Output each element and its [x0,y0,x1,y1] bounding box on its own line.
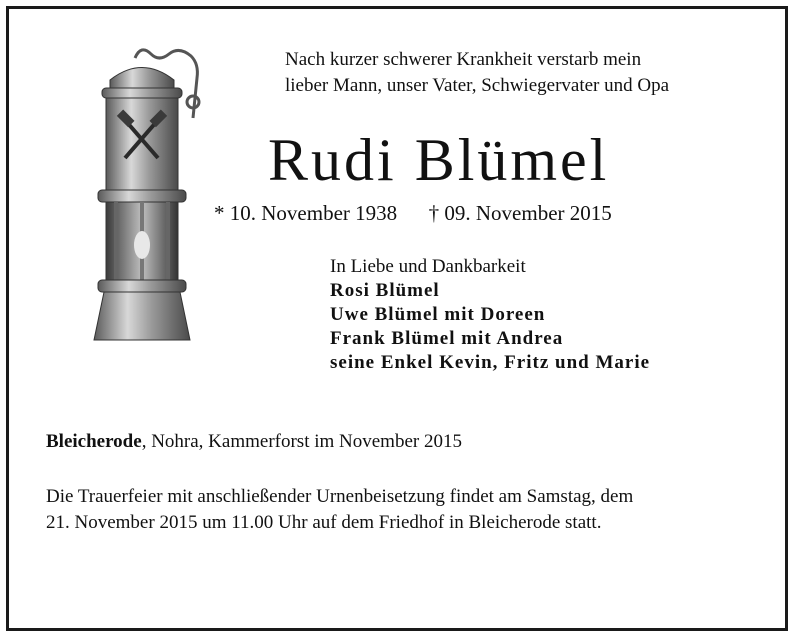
mourner-name: Uwe Blümel mit Doreen [330,304,546,325]
service-info [46,484,766,536]
mourner-name: Frank Blümel mit Andrea [330,328,564,349]
miners-lamp-icon [80,40,205,345]
mourner-name: seine Enkel Kevin, Fritz und Marie [330,352,651,373]
mourner-name: Rosi Blümel [330,280,440,301]
mourners-intro: In Liebe und Dankbarkeit [330,256,526,277]
life-dates [214,199,612,227]
intro-text [285,47,765,99]
place-town: Bleicherode [46,431,142,452]
place-rest: , Nohra, Kammerforst im November 2015 [141,431,462,452]
place-date-line [46,429,462,455]
birth-date: * 10. November 1938 [214,201,398,225]
mourners-block [330,255,650,375]
deceased-name: Rudi Blümel [268,127,610,193]
service-line-1: Die Trauerfeier mit anschließender Urnenbeisetzung findet am Samstag, dem [46,486,634,507]
service-line-2: 21. November 2015 um 11.00 Uhr auf dem Friedhof in Bleicherode statt. [46,512,602,533]
intro-line-2: lieber Mann, unser Vater, Schwiegervater und Opa [285,75,670,96]
intro-line-1: Nach kurzer schwerer Krankheit verstarb mein [285,49,642,70]
death-date: † 09. November 2015 [428,201,612,225]
